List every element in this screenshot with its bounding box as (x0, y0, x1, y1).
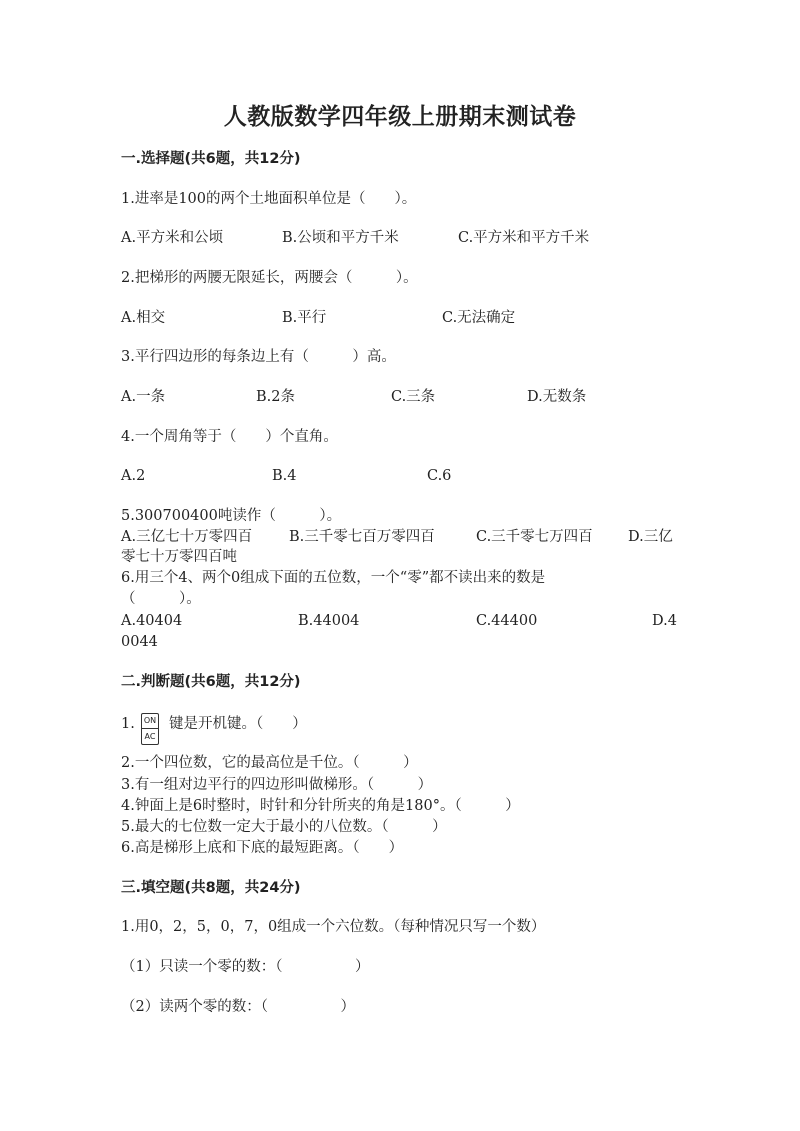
section-heading-judgement: 二.判断题(共6题，共12分) (121, 674, 301, 690)
sub-question: （1）只读一个零的数：（ ） (121, 959, 370, 975)
option-b: B.2条 (256, 389, 295, 405)
question-number: 1. (121, 716, 135, 732)
question-stem: 2.把梯形的两腰无限延长，两腰会（ ）。 (121, 270, 418, 286)
key-label-top: ON (142, 714, 158, 729)
option-b: B.44004 (298, 613, 360, 629)
option-c: C.44400 (476, 613, 538, 629)
option-c: C.三千零七万四百 (476, 529, 593, 545)
judgement-item: 6.高是梯形上底和下底的最短距离。（ ） (121, 840, 404, 856)
option-c: C.无法确定 (442, 310, 516, 326)
judgement-item: 3.有一组对边平行的四边形叫做梯形。（ ） (121, 777, 433, 793)
question-stem: 1.用0，2，5，0，7，0组成一个六位数。（每种情况只写一个数） (121, 919, 546, 935)
option-b: B.三千零七百万零四百 (289, 529, 435, 545)
option-a: A.相交 (121, 310, 166, 326)
option-b: B.公顷和平方千米 (282, 230, 399, 246)
question-stem: 3.平行四边形的每条边上有（ ）高。 (121, 349, 396, 365)
option-a: A.一条 (121, 389, 166, 405)
option-c: C.三条 (391, 389, 436, 405)
judgement-item: 5.最大的七位数一定大于最小的八位数。（ ） (121, 819, 447, 835)
judgement-item: 2.一个四位数，它的最高位是千位。（ ） (121, 755, 418, 771)
section-heading-fill-blank: 三.填空题(共8题，共24分) (121, 880, 301, 896)
question-stem: 4.一个周角等于（ ）个直角。 (121, 429, 338, 445)
option-a: A.40404 (121, 613, 183, 629)
on-ac-key-icon (141, 713, 159, 745)
option-a: A.三亿七十万零四百 (121, 529, 253, 545)
option-d: D.无数条 (527, 389, 587, 405)
question-stem: 6.用三个4、两个0组成下面的五位数，一个“零”都不读出来的数是 (121, 570, 546, 586)
option-d-continued: 0044 (121, 634, 158, 650)
key-label-bottom: AC (144, 732, 156, 741)
question-text: 键是开机键。（ ） (169, 716, 307, 732)
question-stem: 5.300700400吨读作（ ）。 (121, 508, 342, 524)
section-heading-choice: 一.选择题(共6题，共12分) (121, 151, 301, 167)
option-b: B.平行 (282, 310, 327, 326)
option-d: D.4 (652, 613, 677, 629)
option-c: C.6 (427, 468, 452, 484)
option-d: D.三亿 (628, 529, 673, 545)
sub-question: （2）读两个零的数：（ ） (121, 999, 355, 1015)
option-d-continued: 零七十万零四百吨 (121, 549, 237, 565)
judgement-item: 4.钟面上是6时整时，时针和分针所夹的角是180°。（ ） (121, 798, 520, 814)
question-stem: 1.进率是100的两个土地面积单位是（ ）。 (121, 191, 417, 207)
option-c: C.平方米和平方千米 (458, 230, 590, 246)
option-a: A.平方米和公顷 (121, 230, 224, 246)
question-stem-continued: （ ）。 (121, 591, 201, 607)
option-b: B.4 (272, 468, 297, 484)
page-title: 人教版数学四年级上册期末测试卷 (223, 104, 577, 130)
option-a: A.2 (121, 468, 146, 484)
